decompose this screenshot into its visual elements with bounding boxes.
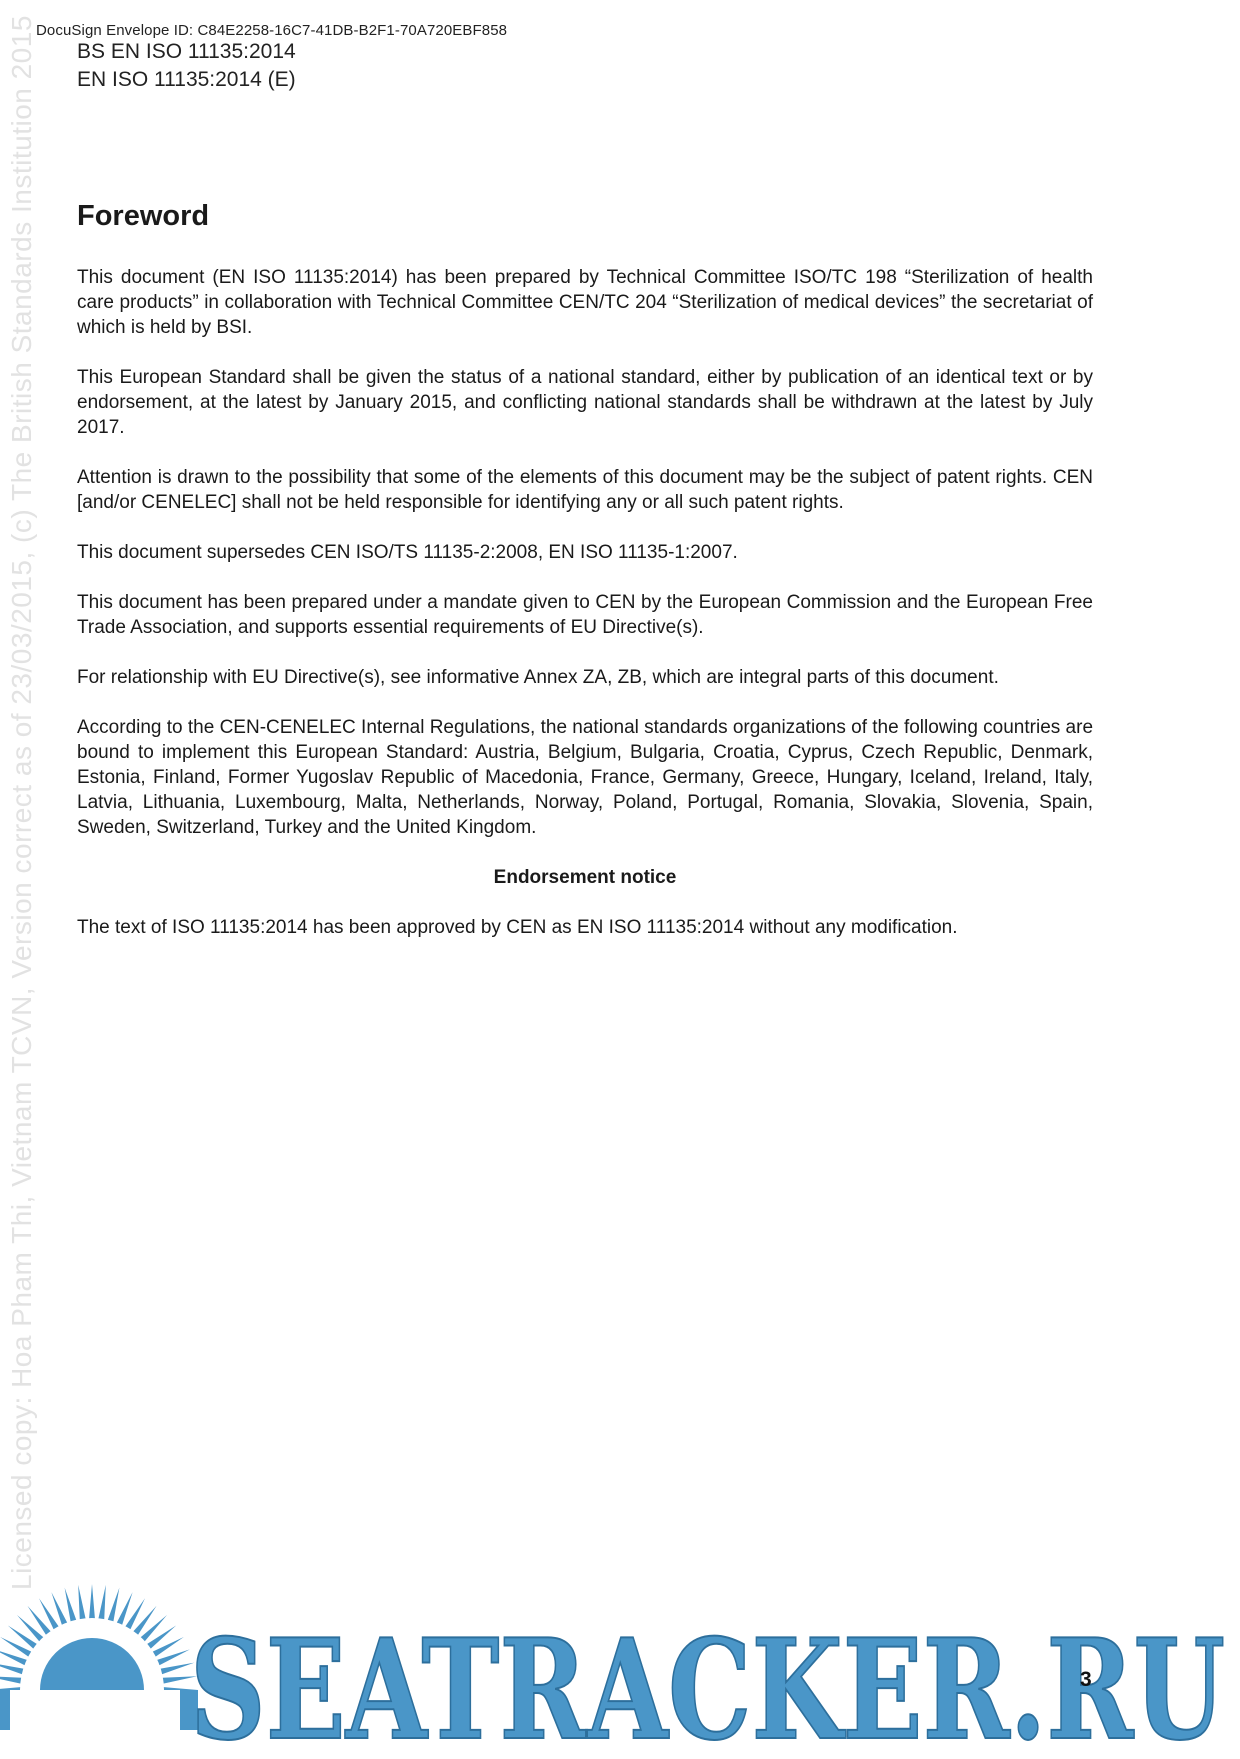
foreword-paragraph-6: For relationship with EU Directive(s), see informative Annex ZA, ZB, which are integral parts of this document. bbox=[77, 667, 999, 688]
seatracker-logo-text: SEATRACKER.RU bbox=[190, 1608, 1225, 1754]
standard-number-bs: BS EN ISO 11135:2014 bbox=[77, 40, 296, 63]
page-number: 3 bbox=[1080, 1668, 1092, 1691]
foreword-paragraph-4: This document supersedes CEN ISO/TS 11135-2:2008, EN ISO 11135-1:2007. bbox=[77, 542, 738, 563]
foreword-paragraph-2: This European Standard shall be given the status of a national standard, either by publication of an identical text or by endorsement, at the latest by January 2015, and conflicting national standards shall be withdrawn at the latest by July 2017. bbox=[77, 367, 1093, 438]
foreword-paragraph-5: This document has been prepared under a mandate given to CEN by the European Commission and the European Free Trade Association, and supports essential requirements of EU Directive(s). bbox=[77, 592, 1093, 638]
license-watermark: Licensed copy: Hoa Pham Thi, Vietnam TCVN, Version correct as of 23/03/2015, (c) The British Standards Institution 2015 bbox=[6, 15, 37, 1590]
docusign-envelope-id: DocuSign Envelope ID: C84E2258-16C7-41DB-B2F1-70A720EBF858 bbox=[36, 22, 508, 39]
endorsement-notice-text: The text of ISO 11135:2014 has been approved by CEN as EN ISO 11135:2014 without any modification. bbox=[77, 917, 958, 938]
seatracker-logo bbox=[0, 1570, 1240, 1754]
standard-header bbox=[77, 38, 296, 94]
foreword-paragraph-3: Attention is drawn to the possibility that some of the elements of this document may be the subject of patent rights. CEN [and/or CENELEC] shall not be held responsible for identifying any or all such patent rights. bbox=[77, 467, 1093, 513]
foreword-heading: Foreword bbox=[77, 200, 210, 232]
foreword-paragraph-7: According to the CEN-CENELEC Internal Regulations, the national standards organizations of the following countries are bound to implement this European Standard: Austria, Belgium, Bulgaria, Croatia, Cyprus, Czech Republic, Denmark, Estonia, Finland, Former Yugoslav Republic of Macedonia, France, Germany, Greece, Hungary, Iceland, Ireland, Italy, Latvia, Lithuania, Luxembourg, Malta, Netherlands, Norway, Poland, Portugal, Romania, Slovakia, Slovenia, Spain, Sweden, Switzerland, Turkey and the United Kingdom. bbox=[77, 717, 1094, 838]
foreword-paragraph-1: This document (EN ISO 11135:2014) has been prepared by Technical Committee ISO/TC 198 “Sterilization of health care products” in collaboration with Technical Committee CEN/TC 204 “Sterilization of medical devices” the secretariat of which is held by BSI. bbox=[77, 267, 1093, 338]
endorsement-notice-heading: Endorsement notice bbox=[493, 867, 677, 888]
standard-number-en: EN ISO 11135:2014 (E) bbox=[77, 68, 296, 91]
document-body bbox=[77, 200, 1093, 965]
sun-burst-icon bbox=[0, 1584, 198, 1754]
